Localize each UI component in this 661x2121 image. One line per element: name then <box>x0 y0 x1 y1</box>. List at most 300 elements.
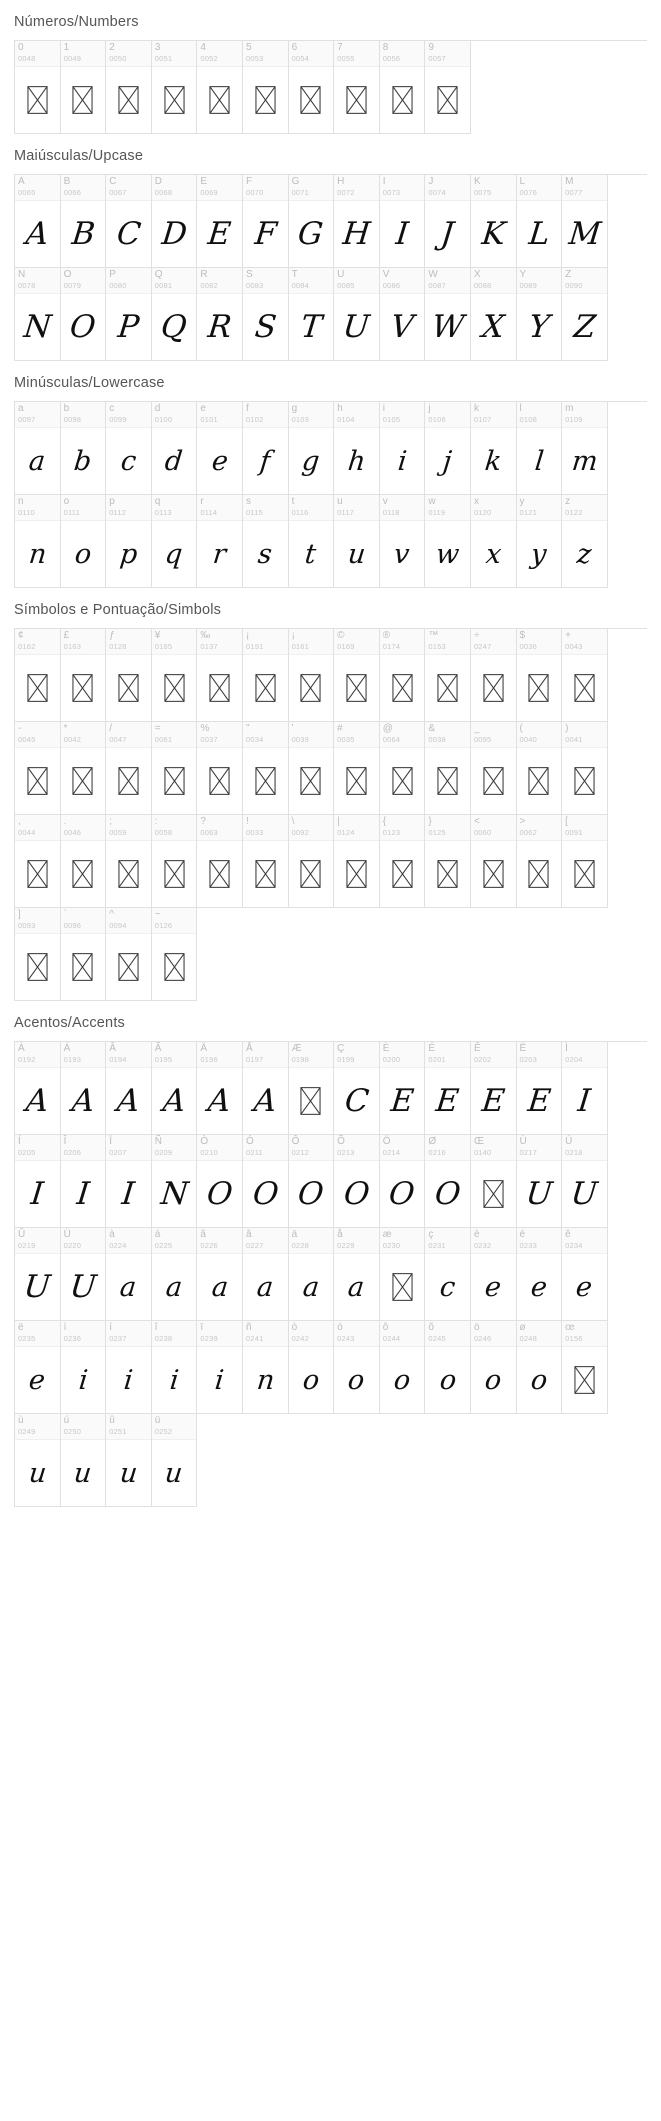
glyph-cell[interactable] <box>61 629 107 722</box>
glyph-character-label: 2 <box>109 42 115 53</box>
glyph-cell[interactable] <box>562 629 608 722</box>
glyph-cell[interactable] <box>106 629 152 722</box>
glyph-cell-header <box>471 1321 516 1347</box>
glyph-cell[interactable] <box>562 1321 608 1414</box>
glyph-preview <box>334 521 379 587</box>
glyph-rendering: e <box>27 1364 47 1396</box>
glyph-preview <box>425 1254 470 1320</box>
glyph-cell[interactable] <box>289 1135 335 1228</box>
glyph-cell[interactable] <box>562 1228 608 1321</box>
glyph-character-label: : <box>154 816 158 827</box>
glyph-cell[interactable] <box>517 629 563 722</box>
glyph-cell[interactable] <box>334 1042 380 1135</box>
glyph-cell[interactable] <box>471 1228 517 1321</box>
glyph-cell[interactable] <box>61 1135 107 1228</box>
glyph-cell[interactable] <box>289 41 335 134</box>
glyph-code-label: 0078 <box>18 281 36 290</box>
glyph-cell[interactable] <box>106 1321 152 1414</box>
glyph-cell[interactable] <box>562 268 608 361</box>
glyph-cell-header <box>380 402 425 428</box>
glyph-cell[interactable] <box>289 815 335 908</box>
glyph-character-label: u <box>337 496 343 507</box>
glyph-cell[interactable] <box>562 1042 608 1135</box>
glyph-cell-header <box>380 268 425 294</box>
glyph-cell[interactable] <box>562 815 608 908</box>
glyph-preview <box>471 748 516 814</box>
glyph-cell[interactable] <box>61 722 107 815</box>
glyph-rendering: W <box>429 308 466 345</box>
glyph-rendering: z <box>575 538 594 570</box>
glyph-cell[interactable] <box>61 1414 107 1507</box>
glyph-cell[interactable] <box>61 495 107 588</box>
glyph-cell[interactable] <box>15 1135 61 1228</box>
glyph-cell[interactable] <box>334 722 380 815</box>
glyph-cell[interactable] <box>289 1228 335 1321</box>
glyph-character-label: i <box>382 403 385 414</box>
glyph-cell[interactable] <box>61 1228 107 1321</box>
glyph-cell[interactable] <box>517 495 563 588</box>
glyph-cell[interactable] <box>334 1135 380 1228</box>
missing-glyph-icon <box>528 767 549 795</box>
glyph-cell[interactable] <box>334 1228 380 1321</box>
section-title: Símbolos e Pontuação/Simbols <box>14 602 222 618</box>
glyph-preview <box>197 294 242 360</box>
glyph-cell[interactable] <box>152 815 198 908</box>
glyph-rendering: u <box>163 1457 185 1489</box>
glyph-cell-header <box>517 629 562 655</box>
glyph-preview <box>425 428 470 494</box>
glyph-cell[interactable] <box>471 722 517 815</box>
glyph-code-label: 0066 <box>63 188 82 197</box>
glyph-preview <box>289 841 334 907</box>
glyph-cell[interactable] <box>289 1042 335 1135</box>
glyph-cell[interactable] <box>334 41 380 134</box>
glyph-character-label: g <box>291 403 298 414</box>
glyph-character-label: O <box>63 269 72 280</box>
glyph-rendering: i <box>122 1364 135 1396</box>
glyph-cell[interactable] <box>562 175 608 268</box>
glyph-rendering: i <box>168 1364 181 1396</box>
glyph-code-label: 0082 <box>200 281 218 290</box>
glyph-grid <box>14 174 647 361</box>
glyph-cell[interactable] <box>517 1042 563 1135</box>
glyph-code-label: 0084 <box>291 281 310 290</box>
glyph-cell[interactable] <box>562 1135 608 1228</box>
glyph-character-label: \ <box>291 816 295 827</box>
glyph-code-label: 0250 <box>63 1427 82 1436</box>
glyph-cell-header <box>562 629 607 655</box>
glyph-preview <box>334 1347 379 1413</box>
glyph-cell[interactable] <box>517 1321 563 1414</box>
glyph-cell[interactable] <box>197 1321 243 1414</box>
glyph-cell[interactable] <box>106 815 152 908</box>
glyph-cell[interactable] <box>517 268 563 361</box>
glyph-preview <box>471 1068 516 1134</box>
glyph-cell-header <box>289 495 334 521</box>
glyph-code-label: 0041 <box>565 735 583 744</box>
glyph-cell[interactable] <box>380 268 426 361</box>
glyph-cell[interactable] <box>425 41 471 134</box>
glyph-cell[interactable] <box>243 1321 289 1414</box>
glyph-cell[interactable] <box>106 495 152 588</box>
glyph-character-label: È <box>382 1043 390 1054</box>
glyph-cell[interactable] <box>425 1135 471 1228</box>
glyph-rendering: A <box>252 1082 279 1119</box>
glyph-cell[interactable] <box>15 1414 61 1507</box>
glyph-cell[interactable] <box>289 495 335 588</box>
glyph-code-label: 0219 <box>18 1241 36 1250</box>
glyph-cell[interactable] <box>197 629 243 722</box>
glyph-cell[interactable] <box>334 629 380 722</box>
glyph-preview <box>471 1347 516 1413</box>
glyph-cell[interactable] <box>517 1228 563 1321</box>
glyph-cell[interactable] <box>471 175 517 268</box>
glyph-cell[interactable] <box>380 629 426 722</box>
glyph-preview <box>15 655 60 721</box>
glyph-preview <box>562 1347 607 1413</box>
glyph-character-label: M <box>565 176 574 187</box>
glyph-preview <box>243 428 288 494</box>
glyph-cell[interactable] <box>61 41 107 134</box>
glyph-cell[interactable] <box>106 1228 152 1321</box>
glyph-cell[interactable] <box>471 1321 517 1414</box>
glyph-preview <box>15 841 60 907</box>
glyph-cell[interactable] <box>61 175 107 268</box>
glyph-cell-header <box>562 495 607 521</box>
glyph-cell[interactable] <box>334 495 380 588</box>
glyph-cell[interactable] <box>334 1321 380 1414</box>
glyph-cell[interactable] <box>15 41 61 134</box>
glyph-cell[interactable] <box>106 268 152 361</box>
glyph-cell[interactable] <box>380 402 426 495</box>
missing-glyph-icon <box>72 86 93 114</box>
glyph-cell[interactable] <box>425 402 471 495</box>
glyph-cell[interactable] <box>334 175 380 268</box>
glyph-cell[interactable] <box>380 1135 426 1228</box>
glyph-cell[interactable] <box>15 1321 61 1414</box>
glyph-code-label: 0115 <box>245 508 263 517</box>
glyph-character-label: Ø <box>428 1136 437 1147</box>
glyph-cell[interactable] <box>380 1228 426 1321</box>
glyph-preview <box>106 1068 151 1134</box>
glyph-cell[interactable] <box>152 495 198 588</box>
glyph-code-label: 0210 <box>200 1148 218 1157</box>
glyph-cell[interactable] <box>243 1135 289 1228</box>
glyph-character-label: = <box>154 723 161 734</box>
glyph-preview <box>562 1254 607 1320</box>
glyph-cell[interactable] <box>197 268 243 361</box>
glyph-cell-header <box>289 1321 334 1347</box>
glyph-cell[interactable] <box>425 268 471 361</box>
glyph-code-label: 0206 <box>63 1148 82 1157</box>
glyph-cell[interactable] <box>152 268 198 361</box>
glyph-cell[interactable] <box>289 629 335 722</box>
glyph-preview <box>152 934 197 1000</box>
glyph-preview <box>380 1347 425 1413</box>
missing-glyph-icon <box>528 860 549 888</box>
glyph-cell[interactable] <box>471 629 517 722</box>
glyph-cell[interactable] <box>152 1414 198 1507</box>
glyph-cell[interactable] <box>152 722 198 815</box>
glyph-cell[interactable] <box>380 815 426 908</box>
glyph-cell[interactable] <box>152 41 198 134</box>
glyph-rendering: q <box>163 538 185 570</box>
glyph-character-label: k <box>473 403 479 414</box>
glyph-cell[interactable] <box>61 268 107 361</box>
glyph-cell[interactable] <box>243 175 289 268</box>
glyph-code-label: 0110 <box>18 508 35 517</box>
glyph-cell[interactable] <box>425 495 471 588</box>
glyph-cell[interactable] <box>152 1042 198 1135</box>
glyph-cell[interactable] <box>517 402 563 495</box>
glyph-rendering: A <box>161 1082 188 1119</box>
glyph-cell[interactable] <box>106 175 152 268</box>
glyph-cell[interactable] <box>517 175 563 268</box>
glyph-preview <box>334 294 379 360</box>
glyph-code-label: 0213 <box>337 1148 355 1157</box>
glyph-cell[interactable] <box>334 815 380 908</box>
glyph-cell[interactable] <box>197 722 243 815</box>
glyph-code-label: 0153 <box>428 642 446 651</box>
glyph-cell[interactable] <box>152 629 198 722</box>
glyph-cell[interactable] <box>197 41 243 134</box>
glyph-code-label: 0070 <box>245 188 264 197</box>
glyph-cell[interactable] <box>15 175 61 268</box>
glyph-cell-header <box>106 175 151 201</box>
glyph-cell[interactable] <box>380 495 426 588</box>
glyph-character-label: y <box>519 496 525 507</box>
glyph-cell[interactable] <box>334 268 380 361</box>
glyph-cell[interactable] <box>152 1228 198 1321</box>
glyph-cell[interactable] <box>243 1228 289 1321</box>
glyph-cell[interactable] <box>425 1042 471 1135</box>
missing-glyph-icon <box>392 860 413 888</box>
glyph-cell[interactable] <box>471 1042 517 1135</box>
glyph-code-label: 0252 <box>154 1427 173 1436</box>
glyph-code-label: 0062 <box>519 828 538 837</box>
glyph-rendering: e <box>574 1271 595 1303</box>
glyph-cell[interactable] <box>197 175 243 268</box>
glyph-cell[interactable] <box>380 41 426 134</box>
glyph-cell[interactable] <box>334 402 380 495</box>
missing-glyph-icon <box>392 767 413 795</box>
glyph-code-label: 0218 <box>565 1148 583 1157</box>
glyph-cell-header <box>197 175 242 201</box>
glyph-cell[interactable] <box>15 908 61 1001</box>
glyph-code-label: 0091 <box>565 828 583 837</box>
glyph-code-label: 0112 <box>109 508 127 517</box>
glyph-cell[interactable] <box>425 722 471 815</box>
glyph-cell[interactable] <box>106 722 152 815</box>
glyph-cell[interactable] <box>562 495 608 588</box>
glyph-cell[interactable] <box>197 402 243 495</box>
glyph-cell[interactable] <box>15 722 61 815</box>
glyph-cell-header <box>517 1042 562 1068</box>
glyph-cell-header <box>289 1042 334 1068</box>
missing-glyph-icon <box>392 674 413 702</box>
glyph-cell[interactable] <box>243 722 289 815</box>
glyph-cell[interactable] <box>152 1321 198 1414</box>
glyph-character-label: x <box>473 496 479 507</box>
glyph-code-label: 0059 <box>109 828 127 837</box>
glyph-character-label: Ö <box>382 1136 391 1147</box>
glyph-cell[interactable] <box>197 495 243 588</box>
glyph-character-label: [ <box>565 816 568 827</box>
glyph-rendering: l <box>532 445 545 477</box>
glyph-cell[interactable] <box>562 722 608 815</box>
glyph-code-label: 0109 <box>565 415 583 424</box>
glyph-cell-header <box>106 1321 151 1347</box>
glyph-rendering: o <box>483 1364 503 1396</box>
glyph-character-label: l <box>519 403 522 414</box>
glyph-cell-header <box>152 175 197 201</box>
glyph-cell[interactable] <box>380 722 426 815</box>
glyph-cell[interactable] <box>471 1135 517 1228</box>
glyph-cell[interactable] <box>243 1042 289 1135</box>
glyph-code-label: 0067 <box>109 188 127 197</box>
glyph-character-label: Â <box>109 1043 116 1054</box>
glyph-cell[interactable] <box>517 815 563 908</box>
glyph-preview <box>243 841 288 907</box>
glyph-code-label: 0090 <box>565 281 583 290</box>
glyph-cell-header <box>106 629 151 655</box>
glyph-preview <box>562 748 607 814</box>
glyph-cell[interactable] <box>289 175 335 268</box>
glyph-cell[interactable] <box>61 1042 107 1135</box>
glyph-code-label: 0108 <box>519 415 538 424</box>
glyph-cell[interactable] <box>197 815 243 908</box>
glyph-cell[interactable] <box>106 1135 152 1228</box>
glyph-cell[interactable] <box>289 402 335 495</box>
glyph-cell-header <box>197 1321 242 1347</box>
glyph-cell[interactable] <box>106 1042 152 1135</box>
glyph-preview <box>562 841 607 907</box>
glyph-character-label: J <box>428 176 434 187</box>
glyph-cell[interactable] <box>425 815 471 908</box>
glyph-cell[interactable] <box>289 722 335 815</box>
glyph-cell[interactable] <box>15 1042 61 1135</box>
glyph-cell[interactable] <box>380 1042 426 1135</box>
glyph-cell[interactable] <box>425 1321 471 1414</box>
glyph-cell-header <box>562 1042 607 1068</box>
glyph-cell[interactable] <box>471 815 517 908</box>
glyph-cell[interactable] <box>425 1228 471 1321</box>
glyph-cell[interactable] <box>152 402 198 495</box>
glyph-cell[interactable] <box>106 41 152 134</box>
glyph-code-label: 0052 <box>200 54 218 63</box>
glyph-cell-header <box>334 629 379 655</box>
glyph-code-label: 0156 <box>565 1334 583 1343</box>
glyph-cell[interactable] <box>380 1321 426 1414</box>
glyph-character-label: Í <box>18 1136 21 1147</box>
glyph-code-label: 0247 <box>473 642 492 651</box>
glyph-cell[interactable] <box>289 1321 335 1414</box>
glyph-cell[interactable] <box>106 402 152 495</box>
glyph-cell[interactable] <box>61 908 107 1001</box>
glyph-cell[interactable] <box>197 1228 243 1321</box>
glyph-cell[interactable] <box>471 402 517 495</box>
glyph-character-label: X <box>473 269 481 280</box>
glyph-cell[interactable] <box>61 402 107 495</box>
glyph-preview <box>562 521 607 587</box>
glyph-code-label: 0093 <box>18 921 36 930</box>
glyph-cell[interactable] <box>15 815 61 908</box>
glyph-character-label: Ê <box>473 1043 481 1054</box>
glyph-cell[interactable] <box>197 1135 243 1228</box>
glyph-cell[interactable] <box>106 908 152 1001</box>
glyph-cell[interactable] <box>197 1042 243 1135</box>
glyph-rendering: F <box>252 215 278 252</box>
glyph-code-label: 0217 <box>519 1148 538 1157</box>
glyph-cell[interactable] <box>380 175 426 268</box>
glyph-character-label: C <box>109 176 117 187</box>
glyph-cell[interactable] <box>425 175 471 268</box>
glyph-cell[interactable] <box>289 268 335 361</box>
glyph-cell[interactable] <box>152 175 198 268</box>
glyph-cell[interactable] <box>152 908 198 1001</box>
glyph-cell-header <box>380 175 425 201</box>
glyph-character-label: Ã <box>154 1043 162 1054</box>
glyph-cell[interactable] <box>15 402 61 495</box>
glyph-cell[interactable] <box>61 815 107 908</box>
glyph-cell[interactable] <box>106 1414 152 1507</box>
glyph-rendering: o <box>529 1364 549 1396</box>
glyph-cell[interactable] <box>471 268 517 361</box>
missing-glyph-icon <box>300 860 321 888</box>
glyph-cell[interactable] <box>15 495 61 588</box>
glyph-cell[interactable] <box>517 1135 563 1228</box>
glyph-preview <box>197 655 242 721</box>
glyph-cell[interactable] <box>15 1228 61 1321</box>
glyph-cell[interactable] <box>243 629 289 722</box>
glyph-code-label: 0094 <box>109 921 127 930</box>
glyph-cell[interactable] <box>243 815 289 908</box>
missing-glyph-icon <box>164 767 185 795</box>
glyph-rendering: o <box>346 1364 367 1396</box>
glyph-cell[interactable] <box>15 629 61 722</box>
glyph-code-label: 0116 <box>291 508 309 517</box>
glyph-cell[interactable] <box>61 1321 107 1414</box>
glyph-character-label: ü <box>154 1415 161 1426</box>
glyph-preview <box>106 1347 151 1413</box>
glyph-cell[interactable] <box>15 268 61 361</box>
glyph-code-label: 0249 <box>18 1427 36 1436</box>
glyph-cell-header <box>152 1042 197 1068</box>
glyph-cell[interactable] <box>425 629 471 722</box>
glyph-rendering: a <box>301 1271 321 1303</box>
glyph-character-label: ) <box>565 723 569 734</box>
glyph-cell[interactable] <box>243 402 289 495</box>
glyph-preview <box>425 841 470 907</box>
glyph-cell[interactable] <box>243 495 289 588</box>
glyph-cell[interactable] <box>517 722 563 815</box>
glyph-cell[interactable] <box>562 402 608 495</box>
glyph-cell-header <box>61 1042 106 1068</box>
glyph-preview <box>289 201 334 267</box>
glyph-code-label: 0230 <box>382 1241 401 1250</box>
glyph-cell[interactable] <box>243 41 289 134</box>
glyph-cell[interactable] <box>471 495 517 588</box>
missing-glyph-icon <box>27 953 48 981</box>
glyph-cell[interactable] <box>152 1135 198 1228</box>
glyph-preview <box>152 748 197 814</box>
glyph-rendering: g <box>300 445 322 477</box>
glyph-character-label: ú <box>63 1415 70 1426</box>
section-title: Acentos/Accents <box>14 1015 125 1031</box>
glyph-cell[interactable] <box>243 268 289 361</box>
glyph-cell-header <box>334 175 379 201</box>
glyph-code-label: 0047 <box>109 735 127 744</box>
